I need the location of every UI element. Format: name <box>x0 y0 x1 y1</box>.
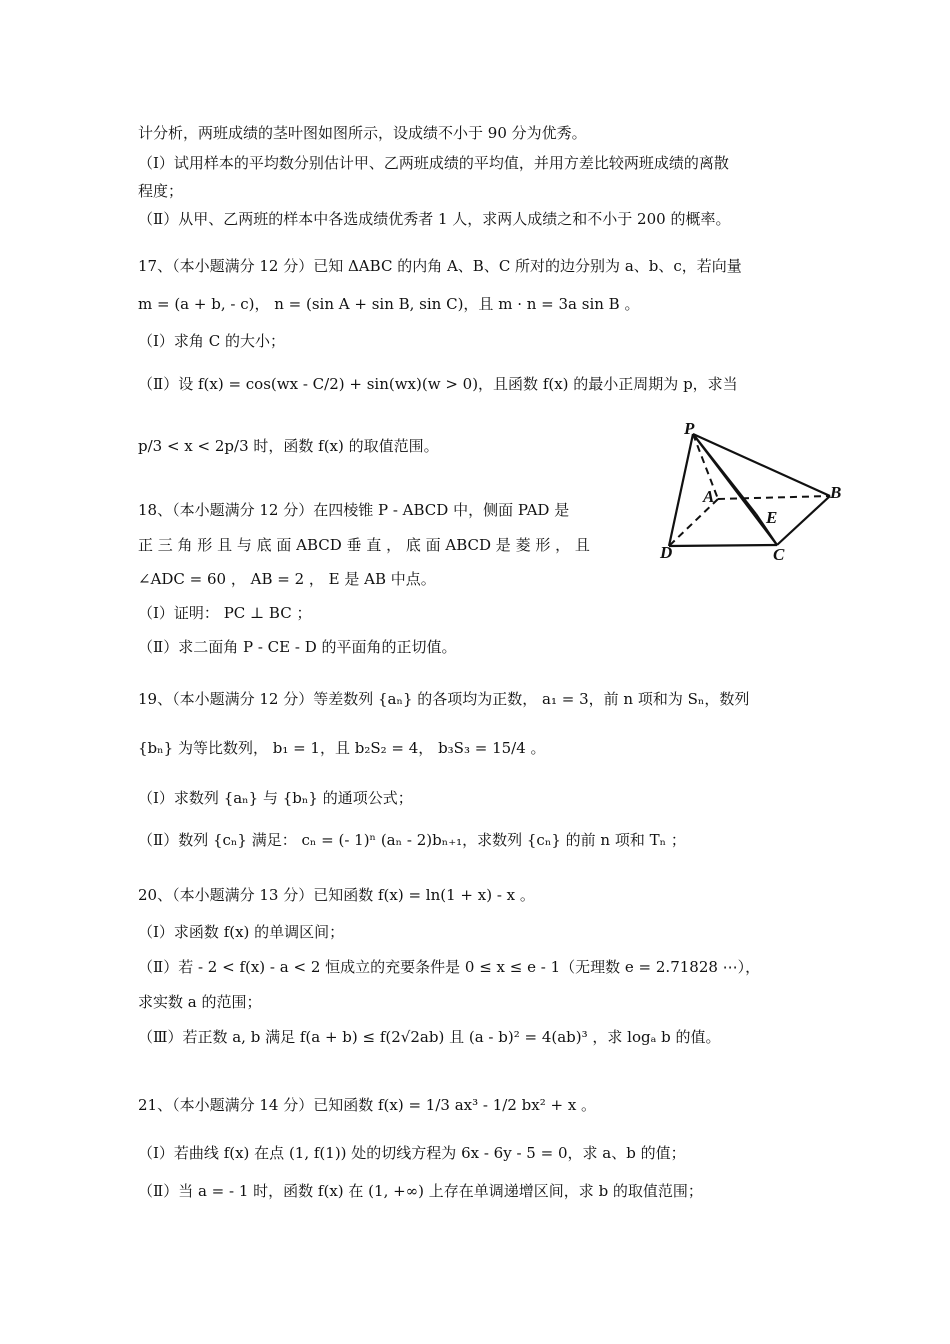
text-line-l18: （Ⅱ）数列 {cₙ} 满足： cₙ = (- 1)ⁿ (aₙ - 2)bₙ₊₁，求数列 {cₙ} 的前 n 项和 Tₙ ； <box>138 831 686 849</box>
text-line-l13: （Ⅰ）证明： PC ⊥ BC ； <box>138 604 312 622</box>
text-line-l21: （Ⅱ）若 - 2 < f(x) - a < 2 恒成立的充要条件是 0 ≤ x ≤ e - 1（无理数 e = 2.71828 ⋯）， <box>138 958 761 976</box>
label-P: P <box>684 419 695 438</box>
edge-AB-hidden <box>718 496 830 499</box>
label-E: E <box>766 508 778 527</box>
text-line-l25: （Ⅰ）若曲线 f(x) 在点 (1, f(1)) 处的切线方程为 6x - 6y - 5 = 0，求 a、b 的值； <box>138 1144 686 1162</box>
text-line-l22: 求实数 a 的范围； <box>138 993 262 1011</box>
text-line-l15: 19、（本小题满分 12 分）等差数列 {aₙ} 的各项均为正数， a₁ = 3，前 n 项和为 Sₙ，数列 <box>138 690 750 708</box>
pyramid-figure <box>656 418 846 568</box>
text-line-l1: 计分析，两班成绩的茎叶图如图所示，设成绩不小于 90 分为优秀。 <box>138 124 587 142</box>
label-B: B <box>830 483 842 502</box>
edge-PD <box>669 434 693 546</box>
label-D: D <box>660 543 673 562</box>
text-line-l17: （Ⅰ）求数列 {aₙ} 与 {bₙ} 的通项公式； <box>138 789 413 807</box>
edge-DC <box>669 545 777 546</box>
text-line-l26: （Ⅱ）当 a = - 1 时，函数 f(x) 在 (1, +∞) 上存在单调递增区间，求 b 的取值范围； <box>138 1182 703 1200</box>
text-line-l19: 20、（本小题满分 13 分）已知函数 f(x) = ln(1 + x) - x 。 <box>138 886 535 904</box>
text-line-l14: （Ⅱ）求二面角 P - CE - D 的平面角的正切值。 <box>138 638 457 656</box>
text-line-l20: （Ⅰ）求函数 f(x) 的单调区间； <box>138 923 345 941</box>
edge-CB <box>777 496 830 545</box>
text-line-l9: p/3 < x < 2p/3 时，函数 f(x) 的取值范围。 <box>138 437 439 455</box>
text-line-l11: 正 三 角 形 且 与 底 面 ABCD 垂 直 ， 底 面 ABCD 是 菱 形 ， 且 <box>138 536 590 554</box>
text-line-l6: m = (a + b, - c)， n = (sin A + sin B, sin C)，且 m · n = 3a sin B 。 <box>138 295 640 313</box>
text-line-l8: （Ⅱ）设 f(x) = cos(wx - C/2) + sin(wx)(w > 0)，且函数 f(x) 的最小正周期为 p，求当 <box>138 375 738 393</box>
text-line-l7: （Ⅰ）求角 C 的大小； <box>138 332 285 350</box>
text-line-l3: 程度； <box>138 182 184 200</box>
text-line-l5: 17、（本小题满分 12 分）已知 ΔABC 的内角 A、B、C 所对的边分别为 a、b、c，若向量 <box>138 257 742 275</box>
text-line-l12: ∠ADC = 60 ， AB = 2 ， E 是 AB 中点。 <box>138 570 436 588</box>
text-line-l2: （Ⅰ）试用样本的平均数分别估计甲、乙两班成绩的平均值，并用方差比较两班成绩的离散 <box>138 154 729 172</box>
edge-AD-hidden <box>669 499 718 546</box>
text-line-l24: 21、（本小题满分 14 分）已知函数 f(x) = 1/3 ax³ - 1/2 bx² + x 。 <box>138 1096 597 1114</box>
label-A: A <box>703 487 715 506</box>
text-line-l23: （Ⅲ）若正数 a, b 满足 f(a + b) ≤ f(2√2ab) 且 (a - b)² = 4(ab)³ ，求 logₐ b 的值。 <box>138 1028 721 1046</box>
text-line-l10: 18、（本小题满分 12 分）在四棱锥 P - ABCD 中，侧面 PAD 是 <box>138 501 570 519</box>
text-line-l16: {bₙ} 为等比数列， b₁ = 1，且 b₂S₂ = 4， b₃S₃ = 15/4 。 <box>138 739 546 757</box>
text-line-l4: （Ⅱ）从甲、乙两班的样本中各选成绩优秀者 1 人，求两人成绩之和不小于 200 的概率。 <box>138 210 731 228</box>
label-C: C <box>773 545 785 564</box>
